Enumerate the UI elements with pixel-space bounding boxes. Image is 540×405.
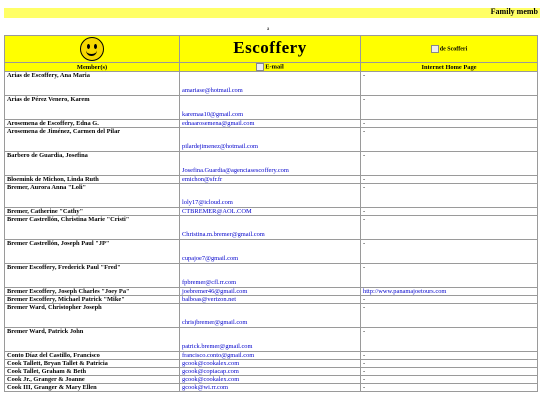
member-web-empty: - [361,128,538,152]
member-email-link[interactable]: patrick.bremer@gmail.com [180,328,361,352]
member-email-link[interactable]: gcook@cookalex.com [180,376,361,384]
member-row [5,288,538,296]
member-name: Bremer Ward, Christopher Joseph [5,304,180,328]
member-web-empty: - [361,240,538,264]
member-row [5,96,538,120]
member-web-empty: - [361,72,538,96]
member-row [5,216,538,240]
member-email-link[interactable]: fpbremer@cfl.rr.com [180,264,361,288]
member-name: Cook Jr., Granger & Joanne [5,376,180,384]
member-name: Bremer Escoffery, Michael Patrick "Mike" [5,296,180,304]
anchor-marker: a [267,27,270,32]
member-email-link[interactable]: francisco.conto@gmail.com [180,352,361,360]
member-web-empty: - [361,352,538,360]
member-name: Arias de Pérez Venero, Karem [5,96,180,120]
member-name: Bremer, Catherine "Cathy" [5,208,180,216]
member-row [5,240,538,264]
members-table [4,35,538,392]
member-web-empty: - [361,376,538,384]
member-web-link[interactable]: http://www.panamajoetours.com [361,288,538,296]
member-row [5,72,538,96]
member-email-link[interactable]: balboas@verizon.net [180,296,361,304]
member-email-link[interactable]: gcook@copiacap.com [180,368,361,376]
member-web-empty: - [361,368,538,376]
member-name: Arias de Escoffery, Ana Maria [5,72,180,96]
member-row [5,208,538,216]
member-row [5,176,538,184]
member-row [5,264,538,288]
member-name: Bremer, Aurora Anna "Loli" [5,184,180,208]
logo-alt-text: de Scofferi [439,46,468,53]
member-row [5,152,538,176]
member-name: Bremer Ward, Patrick John [5,328,180,352]
member-email-link[interactable]: pilardejimenez@hotmail.com [180,128,361,152]
col-email-header [180,63,361,72]
member-name: Cook III, Granger & Mary Ellen [5,384,180,392]
member-email-link[interactable]: chrisjbremer@gmail.com [180,304,361,328]
member-web-empty: - [361,208,538,216]
member-web-empty: - [361,304,538,328]
broken-image-icon [431,45,439,53]
member-name: Bremer Castrellón, Joseph Paul "JP" [5,240,180,264]
member-email-link[interactable]: joebremer46@gmail.com [180,288,361,296]
member-web-empty: - [361,360,538,368]
page-header-bar [4,8,540,18]
member-email-link[interactable]: gcook@wi.rr.com [180,384,361,392]
member-email-link[interactable]: karemaa10@gmail.com [180,96,361,120]
member-name: Bremer Castrellón, Christina Marie "Cristi" [5,216,180,240]
member-email-link[interactable]: Josefina.Guardia@agenciasescoffery.com [180,152,361,176]
member-web-empty: - [361,384,538,392]
member-name: Arosemena de Escoffery, Edna G. [5,120,180,128]
broken-image-icon [256,63,264,71]
member-name: Bloemink de Michon, Linda Ruth [5,176,180,184]
member-web-empty: - [361,120,538,128]
member-email-link[interactable]: gcook@cookalex.com [180,360,361,368]
member-email-link[interactable]: Christina.m.bremer@gmail.com [180,216,361,240]
col-web-header: Internet Home Page [361,63,538,72]
page-title: Family memb [490,8,538,16]
member-row [5,296,538,304]
member-web-empty: - [361,296,538,304]
member-web-empty: - [361,264,538,288]
brand-title: Escoffery [233,37,307,57]
smiley-face-icon [80,37,104,61]
member-row [5,384,538,392]
member-row [5,184,538,208]
member-row [5,368,538,376]
member-name: Bremer Escoffery, Frederick Paul "Fred" [5,264,180,288]
member-row [5,304,538,328]
col-member-header: Member(s) [5,63,180,72]
member-name: Bremer Escoffery, Joseph Charles "Joey Pa" [5,288,180,296]
member-row [5,360,538,368]
member-row [5,120,538,128]
member-name: Conto Díaz del Castillo, Francisco [5,352,180,360]
member-web-empty: - [361,328,538,352]
member-email-link[interactable]: CTBREMER@AOL.COM [180,208,361,216]
member-row [5,352,538,360]
banner-logo-cell [361,36,538,63]
member-email-link[interactable]: loly17@icloud.com [180,184,361,208]
member-web-empty: - [361,96,538,120]
member-email-link[interactable]: amariase@hotmail.com [180,72,361,96]
col-email-label: E-mail [265,63,284,71]
member-email-link[interactable]: ednaarosemena@gmail.com [180,120,361,128]
member-row [5,328,538,352]
member-web-empty: - [361,216,538,240]
member-name: Arosemena de Jiménez, Carmen del Pilar [5,128,180,152]
member-name: Cook Tallet, Graham & Beth [5,368,180,376]
member-name: Cook Tallett, Bryan Tallet & Patricia [5,360,180,368]
member-web-empty: - [361,176,538,184]
banner-brand-cell [180,36,361,63]
member-web-empty: - [361,152,538,176]
member-row [5,128,538,152]
member-row [5,376,538,384]
member-web-empty: - [361,184,538,208]
member-name: Barbero de Guardia, Josefina [5,152,180,176]
column-header-row [5,63,538,72]
member-email-link[interactable]: cupajoe7@gmail.com [180,240,361,264]
banner-row [5,36,538,63]
banner-smiley-cell [5,36,180,63]
member-email-link[interactable]: emichon@sfr.fr [180,176,361,184]
